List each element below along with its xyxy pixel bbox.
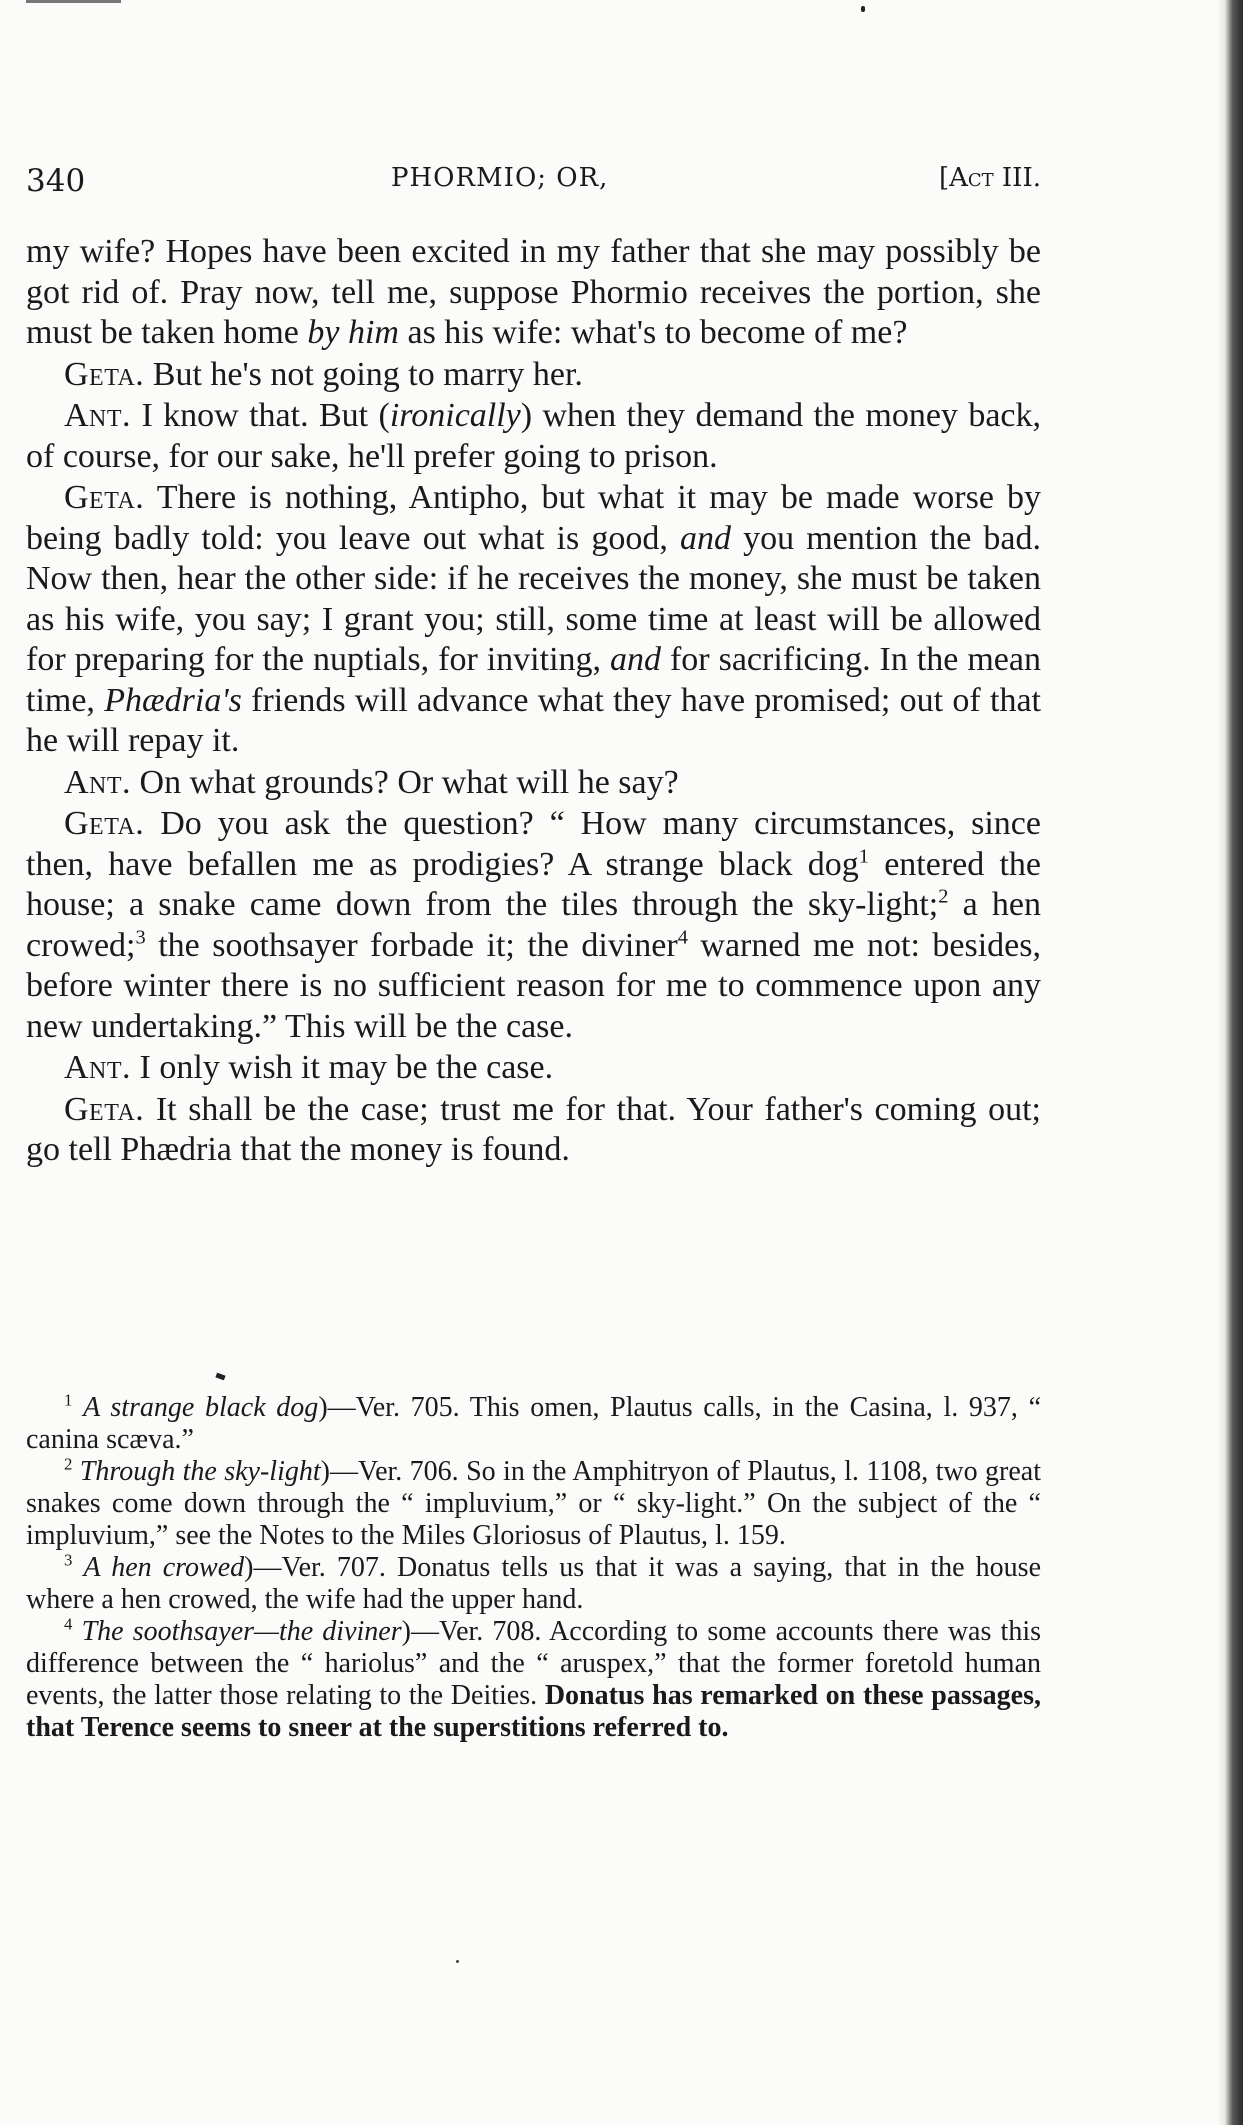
speaker: Ant. xyxy=(64,763,132,801)
running-header xyxy=(26,163,1041,211)
paragraph: Geta. It shall be the case; trust me for that. Your father's coming out; go tell Phædria that the money is found. xyxy=(26,1090,1041,1168)
ink-speck xyxy=(861,6,865,12)
page-edge-shadow xyxy=(1217,0,1243,2125)
speaker: Ant. xyxy=(64,397,132,434)
paragraph: Ant. I know that. But (ironically) when they demand the money back, of course, for our sake, he'll prefer going to prison. xyxy=(26,397,1042,475)
running-title: PHORMIO; OR, xyxy=(391,163,609,193)
footnote: $^3$ A hen crowed)—Ver. 707. Donatus tells us that it was a saying, that in the house where a hen crowed, the wife had the upper hand. xyxy=(26,1550,1041,1615)
speaker: Geta. xyxy=(64,355,145,393)
paragraph: Geta. Do you ask the question? “ How many circumstances, since then, have befallen me as prodigies? A strange black dog$^1$ entered the house; a snake came down from the tiles through the sky-light;$^2$ a hen crowed;$^3$ the soothsayer forbade it; the diviner$^4$ warned me not: besides, before winter there is no sufficient reason for me to commence upon any new undertaking.” This will be the case. xyxy=(26,805,1041,1045)
footnote-ref: 3 xyxy=(135,926,146,949)
speaker: Geta. xyxy=(64,479,145,516)
paragraph: Ant. I only wish it may be the case. xyxy=(64,1049,554,1086)
paragraph: my wife? Hopes have been excited in my father that she may possibly be got rid of. Pray now, tell me, suppose Phormio receives the portion, she must be taken home by him as his wife: what's to become of me? xyxy=(26,233,1041,351)
footnote: $^2$ Through the sky-light)—Ver. 706. So in the Amphitryon of Plautus, l. 1108, two great snakes come down through the “ impluvium,” or “ sky-light.” On the subject of the “ impluvium,” see the Notes to the Miles Gloriosus of Plautus, l. 159. xyxy=(26,1454,1041,1551)
footnote-ref: 2 xyxy=(938,885,949,908)
main-text xyxy=(26,232,1041,1172)
footnotes xyxy=(26,1392,1041,1744)
footnote: $^1$ A strange black dog)—Ver. 705. This omen, Plautus calls, in the Casina, l. 937, “ canina scæva.” xyxy=(26,1390,1041,1455)
book-page xyxy=(26,0,1041,2125)
footnote: $^4$ The soothsayer—the diviner)—Ver. 708. According to some accounts there was this difference between the “ hariolus” and the “ aruspex,” that the former foretold human events, the latter those relating to the Deities. Donatus has remarked on these passages, that Terence seems to sneer at the superstitions referred to. xyxy=(26,1614,1041,1743)
speaker: Geta. xyxy=(64,1090,145,1128)
ink-speck xyxy=(456,1960,459,1963)
top-rule xyxy=(26,0,121,3)
speaker: Geta. xyxy=(64,805,145,842)
paragraph: Geta. But he's not going to marry her. xyxy=(64,355,583,393)
footnote-ref: 1 xyxy=(858,845,869,868)
footnote-ref: 4 xyxy=(677,926,688,949)
act-label: [Act III. xyxy=(938,163,1041,193)
page-number: 340 xyxy=(26,163,86,199)
paragraph: Ant. On what grounds? Or what will he say? xyxy=(64,763,679,801)
paragraph: Geta. There is nothing, Antipho, but what it may be made worse by being badly told: you leave out what is good, and you mention the bad. Now then, hear the other side: if he receives the money, she must be taken as his wife, you say; I grant you; still, some time at least will be allowed for preparing for the nuptials, for inviting, and for sacrificing. In the mean time, Phædria's friends will advance what they have promised; out of that he will repay it. xyxy=(26,479,1042,759)
speaker: Ant. xyxy=(64,1049,132,1086)
ink-mark xyxy=(215,1373,225,1381)
